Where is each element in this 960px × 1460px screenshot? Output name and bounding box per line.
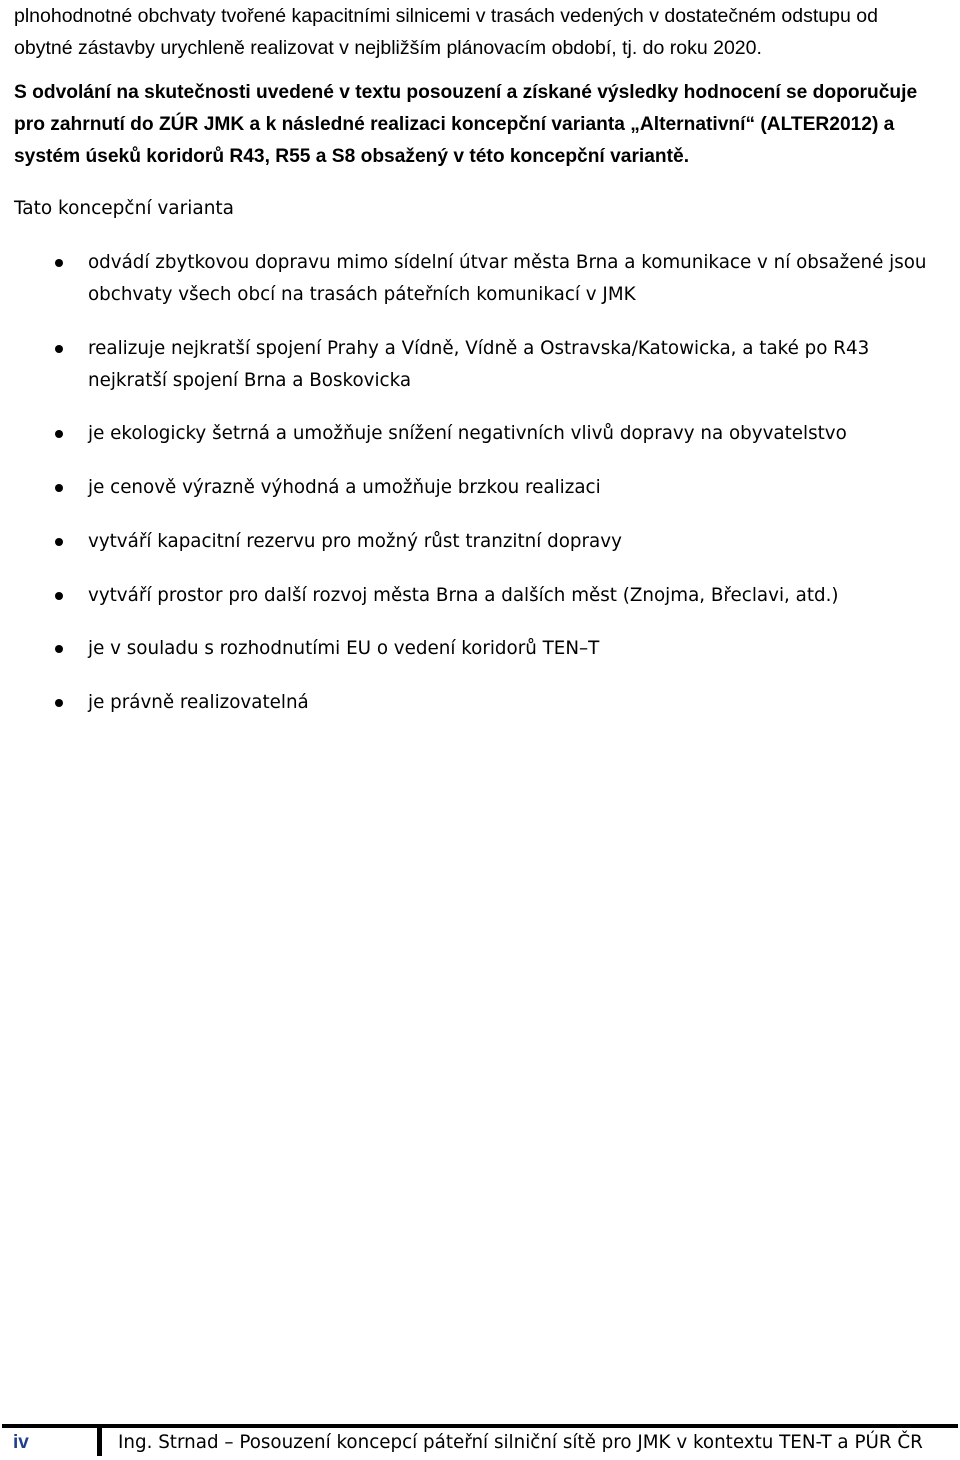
bullet-icon <box>55 699 63 707</box>
list-item <box>88 333 948 397</box>
page-number: iv <box>13 1432 29 1453</box>
text-line: obytné zástavby urychleně realizovat v nejbližším plánovacím období, tj. do roku 2020. <box>14 37 762 59</box>
text-line: S odvolání na skutečnosti uvedené v textu posouzení a získané výsledky hodnocení se doporučuje <box>14 82 918 103</box>
list-item-line: vytváří kapacitní rezervu pro možný růst tranzitní dopravy <box>88 531 622 552</box>
list-item <box>88 526 948 558</box>
list-item-line: obchvaty všech obcí na trasách páteřních komunikací v JMK <box>88 284 636 305</box>
list-item <box>88 633 948 665</box>
list-item <box>88 687 948 719</box>
bullet-icon <box>55 592 63 600</box>
footer-text: Ing. Strnad – Posouzení koncepcí páteřní silniční sítě pro JMK v kontextu TEN-T a PÚR ČR <box>118 1432 923 1453</box>
list-item-line: odvádí zbytkovou dopravu mimo sídelní útvar města Brna a komunikace v ní obsažené jsou <box>88 252 927 273</box>
bullet-icon <box>55 645 63 653</box>
footer-divider <box>2 1424 958 1428</box>
recommendation-paragraph <box>14 77 954 173</box>
text-line: pro zahrnutí do ZÚR JMK a k následné realizaci koncepční varianta „Alternativní“ (ALTER2012) a <box>14 114 895 135</box>
list-item <box>88 247 948 311</box>
intro-text: Tato koncepční varianta <box>14 198 235 219</box>
bullet-icon <box>55 430 63 438</box>
list-item-line: nejkratší spojení Brna a Boskovicka <box>88 370 412 391</box>
list-item <box>88 580 948 612</box>
list-item-line: je právně realizovatelná <box>88 692 309 713</box>
list-item <box>88 418 948 450</box>
list-item-line: vytváří prostor pro další rozvoj města Brna a dalších měst (Znojma, Břeclavi, atd.) <box>88 585 839 606</box>
bullet-icon <box>55 484 63 492</box>
text-line: systém úseků koridorů R43, R55 a S8 obsažený v této koncepční variantě. <box>14 146 690 167</box>
list-item-line: je v souladu s rozhodnutími EU o vedení koridorů TEN–T <box>88 638 600 659</box>
bullet-icon <box>55 259 63 267</box>
footer-separator <box>97 1428 102 1456</box>
list-item-line: je cenově výrazně výhodná a umožňuje brzkou realizaci <box>88 477 601 498</box>
list-item-line: realizuje nejkratší spojení Prahy a Vídně, Vídně a Ostravska/Katowicka, a také po R43 <box>88 338 870 359</box>
text-line: plnohodnotné obchvaty tvořené kapacitními silnicemi v trasách vedených v dostatečném odstupu od <box>14 5 878 27</box>
list-item <box>88 472 948 504</box>
bullet-icon <box>55 538 63 546</box>
list-item-line: je ekologicky šetrná a umožňuje snížení negativních vlivů dopravy na obyvatelstvo <box>88 423 847 444</box>
top-paragraph <box>14 0 954 64</box>
bullet-icon <box>55 345 63 353</box>
